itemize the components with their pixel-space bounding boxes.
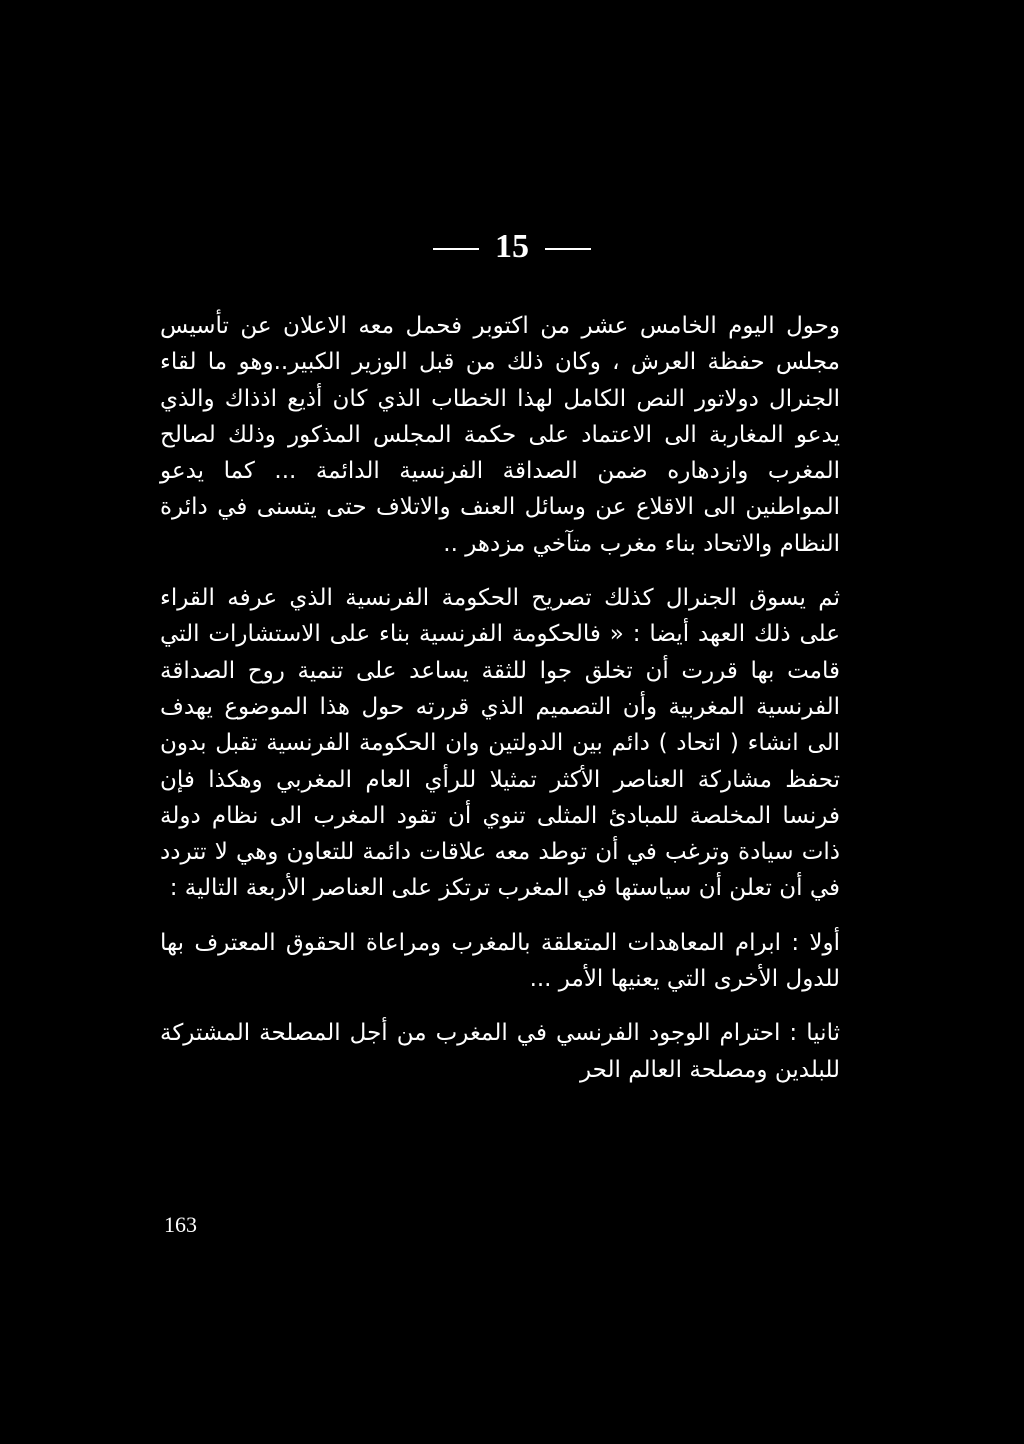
page-footer-number: 163: [164, 1212, 197, 1237]
header-dash-left: [433, 248, 479, 250]
paragraph-point-second: ثانيا : احترام الوجود الفرنسي في المغرب من أجل المصلحة المشتركة للبلدين ومصلحة العالم الحر: [160, 1020, 840, 1083]
page-number-top: 15: [495, 228, 529, 265]
body-text: [160, 308, 840, 1088]
paragraph-point-first: أولا : ابرام المعاهدات المتعلقة بالمغرب ومراعاة الحقوق المعترف بها للدول الأخرى التي يعنيها الأمر ...: [160, 929, 840, 993]
paragraph-government-statement: ثم يسوق الجنرال كذلك تصريح الحكومة الفرنسية الذي عرفه القراء على ذلك العهد أيضا : « فالحكومة الفرنسية بناء على الاستشارات التي قامت بها قررت أن تخلق جوا للثقة يساعد على تنمية روح الصداقة الفرنسية المغربية وأن التصميم الذي قررته حول هذا الموضوع يهدف الى انشاء ( اتحاد ) دائم بين الدولتين وان الحكومة الفرنسية تقبل بدون تحفظ مشاركة العناصر الأكثر تمثيلا للرأي العام المغربي وهكذا فإن فرنسا المخلصة للمبادئ المثلى تنوي أن تقود المغرب الى نظام دولة ذات سيادة وترغب في أن توطد معه علاقات دائمة للتعاون وهي لا تتردد في أن تعلن أن سياستها في المغرب ترتكز على العناصر الأربعة التالية :: [160, 585, 840, 902]
page-header: [0, 222, 1024, 272]
paragraph-council-announcement: وحول اليوم الخامس عشر من اكتوبر فحمل معه الاعلان عن تأسيس مجلس حفظة العرش ، وكان ذلك من قبل الوزير الكبير..وهو ما لقاء الجنرال دولاتور النص الكامل لهذا الخطاب الذي كان أذيع اذذاك والذي يدعو المغاربة الى الاعتماد على حكمة المجلس المذكور وذلك لصالح المغرب وازدهاره ضمن الصداقة الفرنسية الدائمة ... كما يدعو المواطنين الى الاقلاع عن وسائل العنف والاتلاف حتى يتسنى في دائرة النظام والاتحاد بناء مغرب متآخي مزدهر ..: [160, 313, 840, 557]
header-dash-right: [545, 248, 591, 250]
